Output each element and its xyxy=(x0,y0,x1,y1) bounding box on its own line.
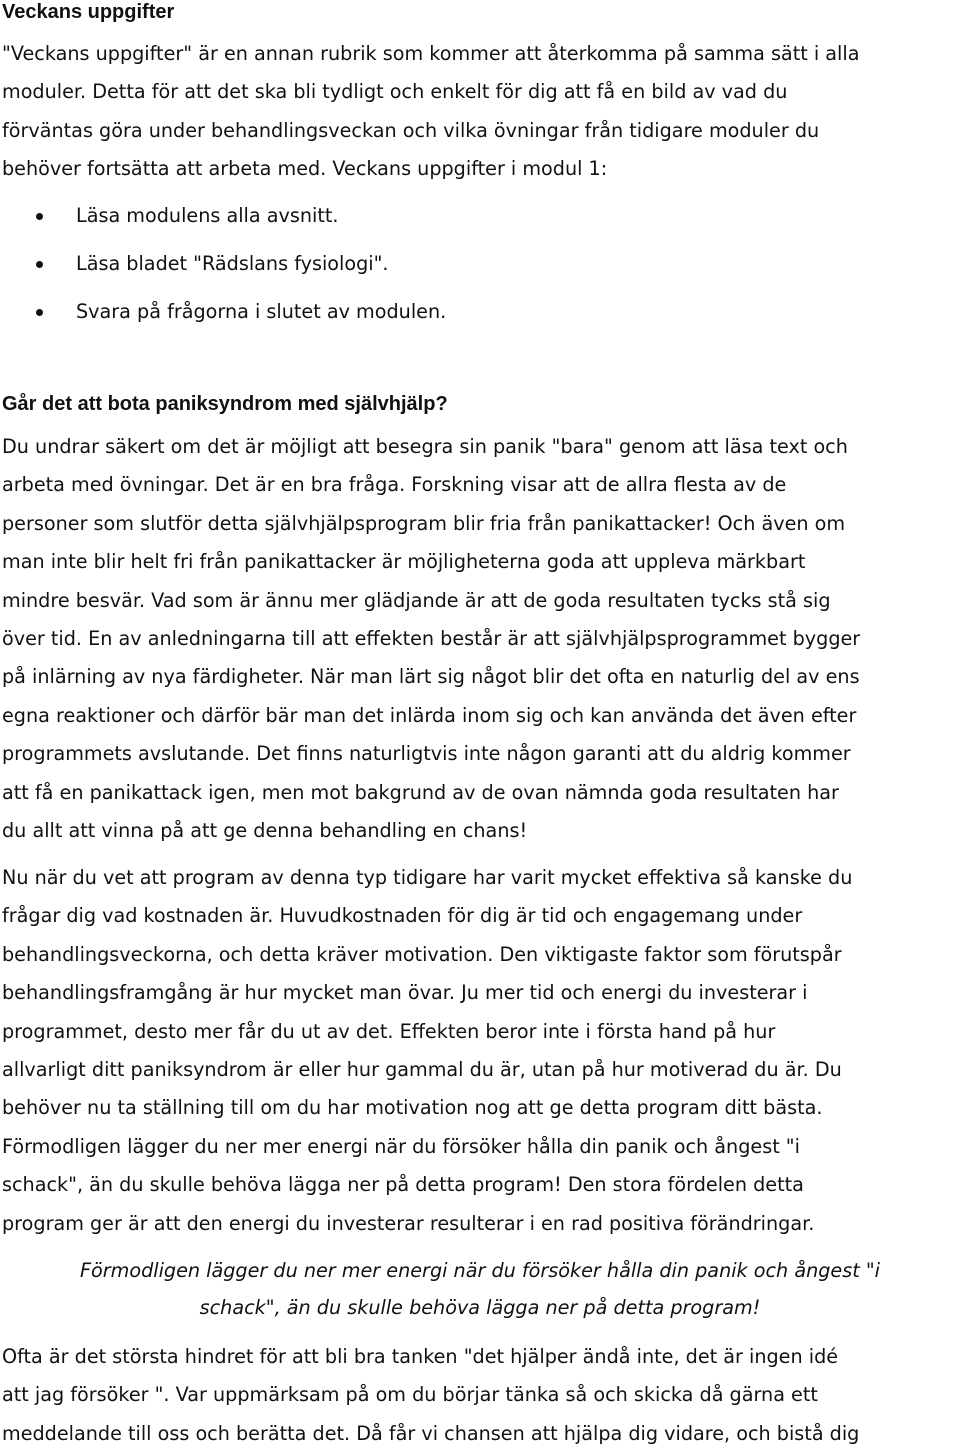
section-heading-self-help: Går det att bota paniksyndrom med självhjälp? xyxy=(2,393,448,415)
intro-paragraph: "Veckans uppgifter" är en annan rubrik som kommer att återkomma på samma sätt i alla moduler. Detta för att det ska bli tydligt och enkelt för dig att få en bild av vad du förväntas göra under behandlingsveckan och vilka övningar från tidigare moduler du behöver fortsätta att arbeta med. Veckans uppgifter i modul 1: xyxy=(2,42,860,181)
list-item xyxy=(0,197,446,245)
list-item xyxy=(0,293,446,341)
bullet-icon xyxy=(36,309,43,316)
body-paragraph: Du undrar säkert om det är möjligt att besegra sin panik "bara" genom att läsa text och arbeta med övningar. Det är en bra fråga. Forskning visar att de allra flesta av de personer som slutför detta självhjälpsprogram blir fria från panikattacker! Och även om man inte blir helt fri från panikattacker är möjligheterna goda att uppleva märkbart mindre besvär. Vad som är ännu mer glädjande är att de goda resultaten tycks stå sig över tid. En av anledningarna till att effekten består är att självhjälpsprogrammet bygger på inlärning av nya färdigheter. När man lärt sig något blir det ofta en naturlig del av ens egna reaktioner och därför bär man det inlärda inom sig och kan använda det även efter programmets avslutande. Det finns naturligtvis inte någon garanti att du aldrig kommer att få en panikattack igen, men mot bakgrund av de ovan nämnda goda resultaten har du allt att vinna på att ge denna behandling en chans! xyxy=(2,435,861,843)
body-paragraph: Ofta är det största hindret för att bli bra tanken "det hjälper ändå inte, det är ingen idé att jag försöker ". Var uppmärksam på om du börjar tänka så och skicka då gärna ett meddelande till oss och berätta det. Då får vi chansen att hjälpa dig vidare, och bistå dig xyxy=(2,1345,860,1445)
bullet-icon xyxy=(36,261,43,268)
task-list xyxy=(0,197,446,341)
task-text: Läsa bladet "Rädslans fysiologi". xyxy=(76,252,389,275)
task-text: Svara på frågorna i slutet av modulen. xyxy=(76,300,447,323)
body-paragraph: Nu när du vet att program av denna typ tidigare har varit mycket effektiva så kanske du frågar dig vad kostnaden är. Huvudkostnaden för dig är tid och engagemang under behandlingsveckorna, och detta kräver motivation. Den viktigaste faktor som förutspår behandlingsframgång är hur mycket man övar. Ju mer tid och energi du investerar i programmet, desto mer får du ut av det. Effekten beror inte i första hand på hur allvarligt ditt paniksyndrom är eller hur gammal du är, utan på hur motiverad du är. Du behöver nu ta ställning till om du har motivation nog att ge detta program ditt bästa. Förmodligen lägger du ner mer energi när du försöker hålla din panik och ångest "i schack", än du skulle behöva lägga ner på detta program! Den stora fördelen detta program ger är att den energi du investerar resulterar i en rad positiva förändringar. xyxy=(2,866,853,1235)
task-text: Läsa modulens alla avsnitt. xyxy=(76,204,339,227)
bullet-icon xyxy=(36,213,43,220)
section-heading-weekly-tasks: Veckans uppgifter xyxy=(2,1,175,23)
pull-quote: Förmodligen lägger du ner mer energi när du försöker hålla din panik och ångest "i schack", än du skulle behöva lägga ner på detta program! xyxy=(79,1259,880,1319)
list-item xyxy=(0,245,446,293)
